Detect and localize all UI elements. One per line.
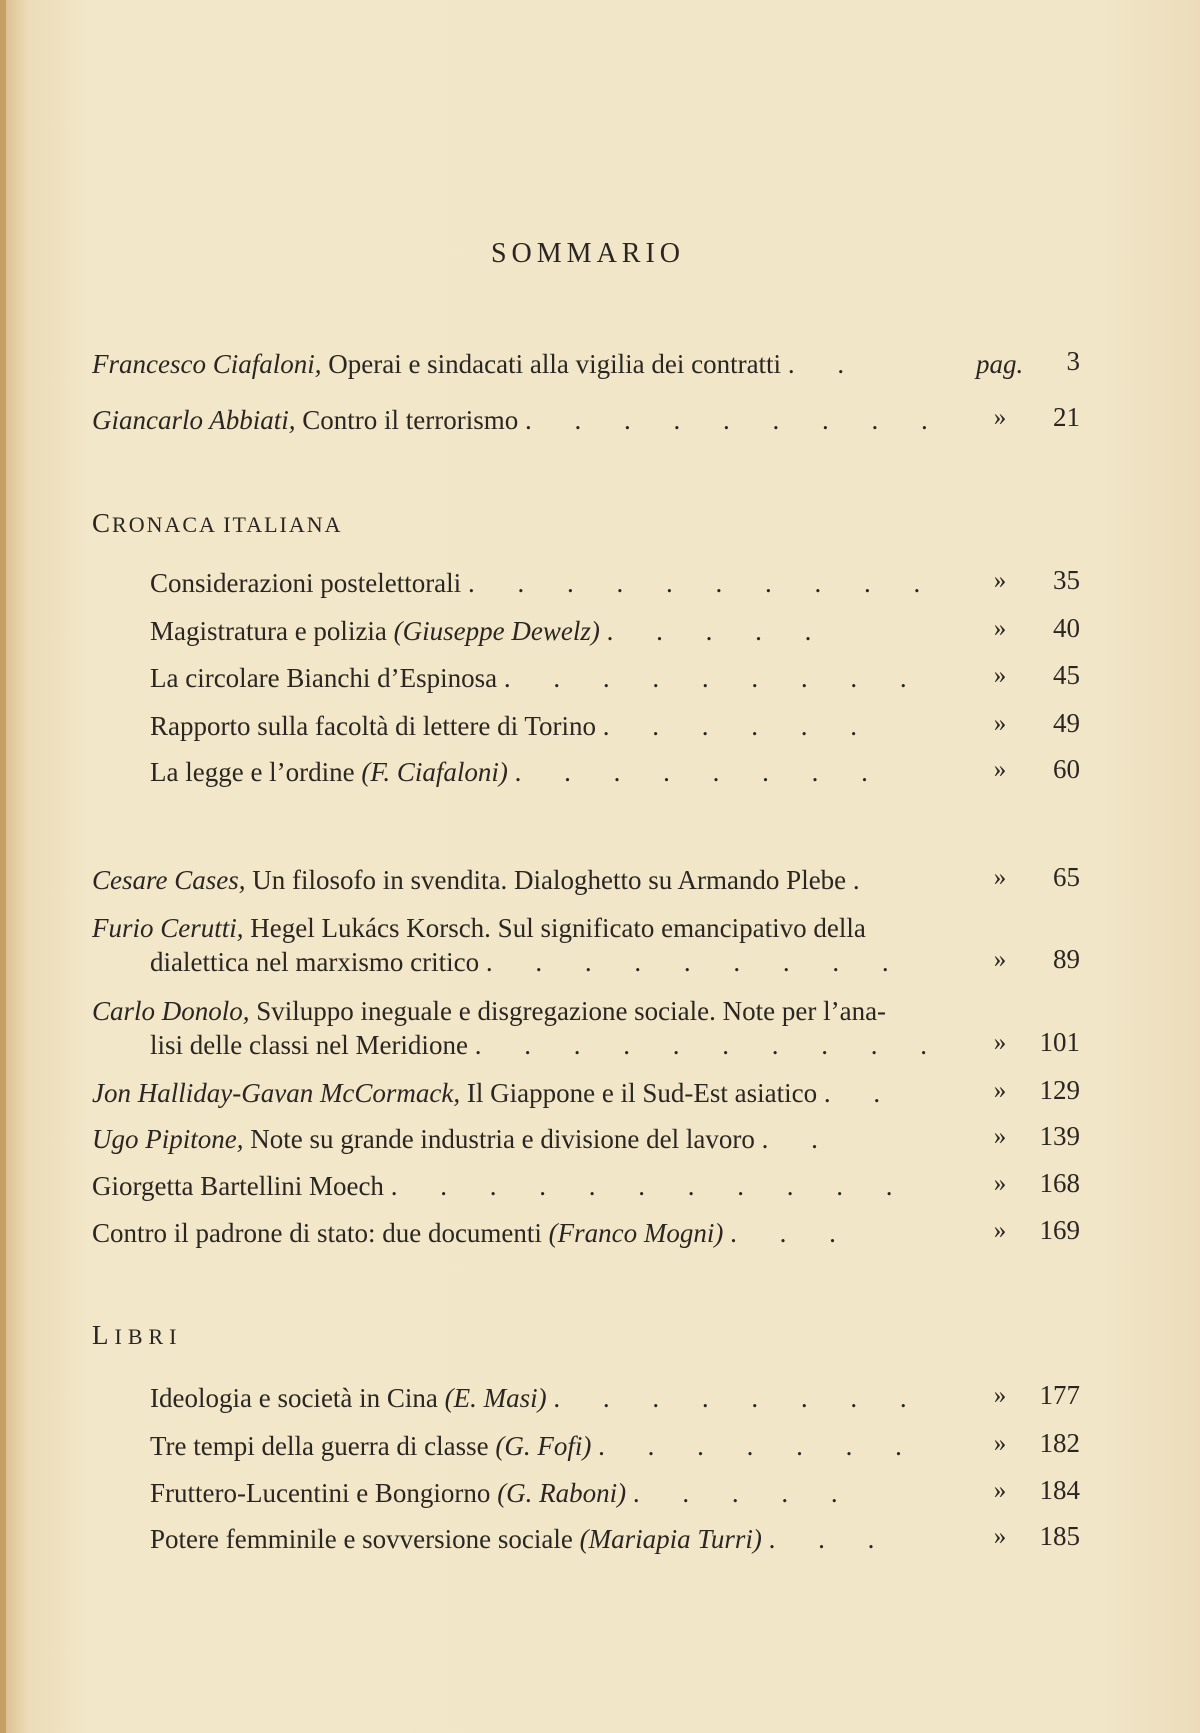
entry-leader: . . . . . . . .: [514, 757, 886, 787]
entry-credit: (G. Fofi): [495, 1431, 592, 1461]
toc-entry: [150, 613, 829, 649]
entry-author: Jon Halliday-Gavan McCormack,: [92, 1078, 461, 1108]
ditto-mark: »: [993, 662, 1007, 689]
toc-entry: [92, 993, 886, 1029]
page-title: SOMMARIO: [490, 238, 686, 269]
toc-entry: [92, 402, 946, 438]
section-heading-libri: LIBRI: [92, 1320, 183, 1350]
entry-title: Il Giappone e il Sud-Est asiatico: [466, 1078, 818, 1108]
entry-title: Fruttero-Lucentini e Bongiorno: [150, 1478, 491, 1508]
ditto-mark: »: [993, 710, 1007, 737]
entry-leader: . .: [787, 349, 863, 379]
entry-title: Potere femminile e sovversione sociale: [150, 1524, 573, 1554]
entry-page: 177: [1039, 1380, 1080, 1410]
entry-credit: (F. Ciafaloni): [361, 757, 508, 787]
entry-leader: . . . . . . . . . . .: [390, 1171, 911, 1201]
entry-leader: . . . . . . .: [598, 1431, 920, 1461]
ditto-mark: »: [993, 1170, 1007, 1197]
entry-leader: . . . . . . . . .: [485, 947, 907, 977]
toc-entry: [92, 862, 878, 898]
entry-page: 139: [1039, 1121, 1080, 1151]
ditto-mark: »: [993, 756, 1007, 783]
toc-entry: [150, 708, 875, 744]
toc-entry: [150, 1428, 920, 1464]
ditto-mark: »: [993, 1123, 1007, 1150]
entry-leader: . .: [823, 1078, 899, 1108]
entry-credit: (G. Raboni): [497, 1478, 627, 1508]
entry-leader: .: [852, 865, 878, 895]
entry-leader: . . . . .: [606, 616, 830, 646]
toc-entry: [92, 1215, 854, 1251]
toc-entry: [92, 910, 866, 946]
toc-entry: [150, 565, 938, 601]
entry-leader: . . .: [768, 1524, 893, 1554]
entry-page: 3: [1066, 346, 1080, 376]
ditto-mark: »: [993, 1029, 1007, 1056]
entry-title: Tre tempi della guerra di classe: [150, 1431, 489, 1461]
entry-leader: . . . . . . . .: [553, 1383, 925, 1413]
entry-page: 129: [1039, 1075, 1080, 1105]
toc-entry-continuation: [150, 1027, 945, 1063]
entry-title-cont: lisi delle classi nel Meridione: [150, 1030, 468, 1060]
entry-author: Cesare Cases,: [92, 865, 246, 895]
entry-credit: (E. Masi): [444, 1383, 547, 1413]
toc-entry: [92, 1168, 910, 1204]
toc-entry: [92, 1121, 836, 1157]
entry-page: 35: [1053, 565, 1080, 595]
ditto-mark: »: [993, 615, 1007, 642]
entry-title: Operai e sindacati alla vigilia dei contratti: [328, 349, 782, 379]
entry-page: 89: [1053, 944, 1080, 974]
page-label: pag.: [976, 349, 1024, 379]
entry-page: 49: [1053, 708, 1080, 738]
entry-page: 182: [1039, 1428, 1080, 1458]
entry-title: Ideologia e società in Cina: [150, 1383, 438, 1413]
toc-entry-continuation: [150, 944, 907, 980]
entry-title: Rapporto sulla facoltà di lettere di Torino: [150, 711, 596, 741]
entry-page: 101: [1039, 1027, 1080, 1057]
entry-leader: . . . . . . . . . .: [467, 568, 939, 598]
entry-page: 40: [1053, 613, 1080, 643]
entry-page: 185: [1039, 1521, 1080, 1551]
entry-title: La legge e l’ordine: [150, 757, 355, 787]
ditto-mark: »: [993, 404, 1007, 431]
entry-title: Hegel Lukács Korsch. Sul significato emancipativo della: [250, 913, 866, 943]
ditto-mark: »: [993, 1430, 1007, 1457]
entry-leader: . . . . . .: [602, 711, 875, 741]
ditto-mark: »: [993, 864, 1007, 891]
ditto-mark: »: [993, 1382, 1007, 1409]
entry-leader: . . . . . . . . . .: [474, 1030, 945, 1060]
entry-leader: . . .: [730, 1218, 854, 1248]
entry-page: 169: [1039, 1215, 1080, 1245]
entry-credit: (Giuseppe Dewelz): [393, 616, 600, 646]
entry-title-cont: dialettica nel marxismo critico: [150, 947, 480, 977]
entry-page: 45: [1053, 660, 1080, 690]
entry-page: 21: [1053, 402, 1080, 432]
entry-page: 60: [1053, 754, 1080, 784]
entry-author: Giancarlo Abbiati,: [92, 405, 296, 435]
entry-title: Sviluppo ineguale e disgregazione sociale. Note per l’ana-: [256, 996, 887, 1026]
entry-author: Francesco Ciafaloni,: [92, 349, 322, 379]
ditto-mark: »: [993, 1217, 1007, 1244]
toc-entry: [150, 1475, 856, 1511]
entry-credit: (Franco Mogni): [548, 1218, 724, 1248]
toc-entry: [150, 1380, 925, 1416]
entry-leader: . .: [761, 1124, 836, 1154]
entry-page: 168: [1039, 1168, 1080, 1198]
entry-credit: (Mariapia Turri): [579, 1524, 762, 1554]
entry-author: Ugo Pipitone,: [92, 1124, 244, 1154]
entry-page: 65: [1053, 862, 1080, 892]
entry-page: 184: [1039, 1475, 1080, 1505]
ditto-mark: »: [993, 946, 1007, 973]
ditto-mark: »: [993, 1477, 1007, 1504]
entry-title: Magistratura e polizia: [150, 616, 387, 646]
ditto-mark: »: [993, 1523, 1007, 1550]
section-heading-cronaca: CRONACA ITALIANA: [92, 508, 343, 538]
toc-entry: [150, 754, 886, 790]
entry-title: Un filosofo in svendita. Dialoghetto su Armando Plebe: [252, 865, 847, 895]
entry-leader: . . . . . . . . .: [503, 663, 925, 693]
toc-entry: [150, 1521, 892, 1557]
ditto-mark: »: [993, 567, 1007, 594]
ditto-mark: »: [993, 1077, 1007, 1104]
entry-leader: . . . . . . . . .: [525, 405, 946, 435]
entry-title: La circolare Bianchi d’Espinosa: [150, 663, 498, 693]
entry-author: Carlo Donolo,: [92, 996, 250, 1026]
entry-title: Contro il terrorismo: [302, 405, 519, 435]
entry-author: Furio Cerutti,: [92, 913, 244, 943]
entry-leader: . . . . .: [632, 1478, 856, 1508]
entry-title: Contro il padrone di stato: due documenti: [92, 1218, 542, 1248]
toc-entry: [150, 660, 925, 696]
entry-title: Giorgetta Bartellini Moech: [92, 1171, 384, 1201]
toc-entry: [92, 346, 862, 382]
entry-title: Note su grande industria e divisione del lavoro: [250, 1124, 755, 1154]
entry-title: Considerazioni postelettorali: [150, 568, 462, 598]
toc-entry: [92, 1075, 898, 1111]
